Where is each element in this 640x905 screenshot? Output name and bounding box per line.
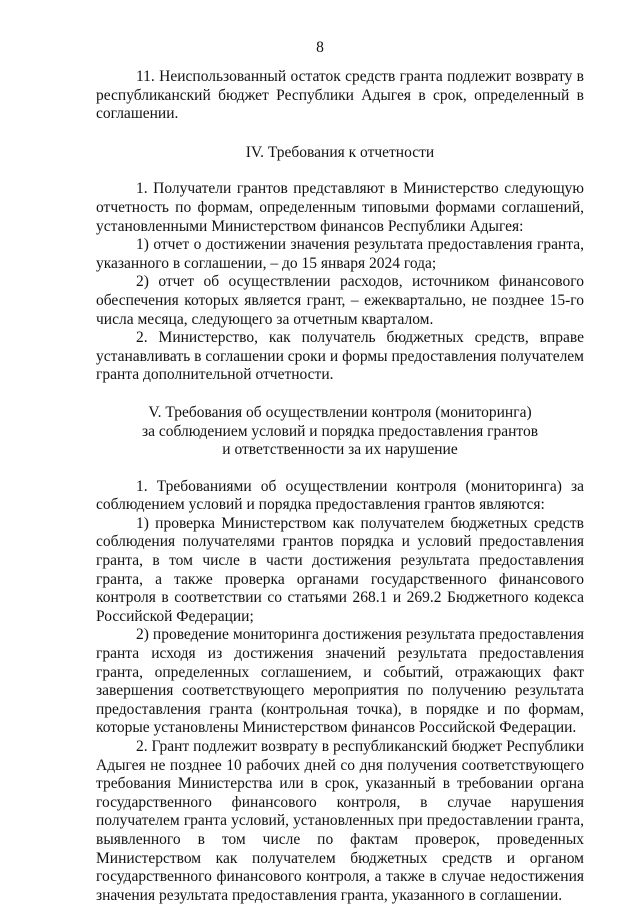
page-number: 8 (316, 39, 324, 56)
section-5-paragraph-2: 2. Грант подлежит возврату в республиканский бюджет Республики Адыгея не позднее 10 рабочих дней со дня получения соответствующего требования Министерства или в срок, указанный в требовании органа государственного финансового контроля, в случае нарушения получателем гранта условий, установленных при предоставлении гранта, выявленного в том числе по фактам проверок, проведенных Министерством как получателем бюджетных средств и органом государственного финансового контроля, а также в случае недостижения значения результата предоставления гранта, указанного в соглашении. (96, 738, 584, 904)
section-4-item-1: 1) отчет о достижении значения результата предоставления гранта, указанного в соглашении, – до 15 января 2024 года; (96, 236, 584, 272)
section-5-item-1: 1) проверка Министерством как получателем бюджетных средств соблюдения получателями грантов порядка и условий предоставления гранта, в том числе в части достижения результата предоставления гранта, а также проверка органами государственного финансового контроля в соответствии со статьями 268.1 и 269.2 Бюджетного кодекса Российской Федерации; (96, 514, 584, 625)
document-body (96, 68, 584, 905)
section-5-heading-line-3: и ответственности за их нарушение (222, 441, 458, 459)
section-5-item-2: 2) проведение мониторинга достижения результата предоставления гранта исходя из достижения значений результата предоставления гранта, определенных соглашением, и событий, отражающих факт завершения соответствующего мероприятия по получению результата предоставления гранта (контрольная точка), в порядке и по формам, которые установлены Министерством финансов Российской Федерации. (96, 626, 584, 737)
section-4-heading: IV. Требования к отчетности (245, 143, 435, 161)
section-5-paragraph-1: 1. Требованиями об осуществлении контроля (мониторинга) за соблюдением условий и порядка предоставления грантов являются: (96, 477, 584, 514)
section-4-paragraph-2: 2. Министерство, как получатель бюджетных средств, вправе устанавливать в соглашении сроки и формы предоставления получателем гранта дополнительной отчетности. (96, 329, 584, 384)
section-4-paragraph-1: 1. Получатели грантов представляют в Министерство следующую отчетность по формам, определенным типовыми формами соглашений, установленными Министерством финансов Республики Адыгея: (96, 180, 584, 235)
paragraph-11: 11. Неиспользованный остаток средств гранта подлежит возврату в республиканский бюджет Республики Адыгея в срок, определенный в соглашении. (96, 68, 584, 123)
section-5-heading (96, 404, 584, 460)
section-5-heading-line-2: за соблюдением условий и порядка предоставления грантов (141, 422, 539, 440)
section-5-heading-line-1: V. Требования об осуществлении контроля (мониторинга) (148, 403, 532, 421)
section-4-item-2: 2) отчет об осуществлении расходов, источником финансового обеспечения которых является грант, – ежеквартально, не позднее 15-го числа месяца, следующего за отчетным кварталом. (96, 273, 584, 328)
